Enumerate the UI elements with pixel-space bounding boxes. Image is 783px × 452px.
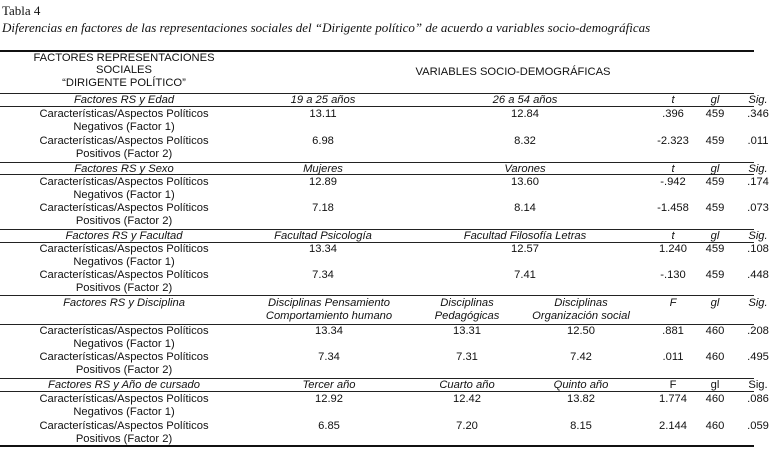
cell-value: 12.92 <box>315 393 343 405</box>
sig-header: Sig. <box>748 94 768 106</box>
row-label: Positivos (Factor 2) <box>75 148 173 160</box>
row-label: Negativos (Factor 1) <box>73 406 175 418</box>
cell-value: 7.18 <box>312 202 334 214</box>
stat-header: F <box>669 297 677 309</box>
row-label: Características/Aspectos Políticos <box>39 176 209 188</box>
cell-value: 12.89 <box>309 176 337 188</box>
table-title: Diferencias en factores de las representaciones sociales del “Dirigente político” de acuerdo a variables socio-demográficas <box>2 20 651 35</box>
cell-stat: 1.774 <box>659 393 687 405</box>
table-label: Tabla 4 <box>2 3 41 18</box>
cell-stat: .881 <box>662 325 684 337</box>
group-header: Organización social <box>532 310 630 322</box>
cell-value: 8.14 <box>514 202 536 214</box>
cell-value: 7.41 <box>514 269 536 281</box>
cell-sig: .208 <box>747 325 769 337</box>
cell-df: 459 <box>705 202 725 214</box>
row-label: Características/Aspectos Políticos <box>39 108 209 120</box>
section-rule <box>0 391 754 392</box>
cell-value: 7.34 <box>312 269 334 281</box>
cell-stat: -.942 <box>660 176 686 188</box>
group-header: Varones <box>504 163 546 175</box>
cell-df: 460 <box>705 325 725 337</box>
section-title: Factores RS y Año de cursado <box>48 379 200 391</box>
group-header: Tercer año <box>302 379 356 391</box>
stat-header: t <box>671 230 675 242</box>
header-variables: VARIABLES SOCIO-DEMOGRÁFICAS <box>415 66 611 78</box>
sig-header: Sig. <box>748 297 768 309</box>
group-header: Mujeres <box>303 163 343 175</box>
row-label: Características/Aspectos Políticos <box>39 243 209 255</box>
group-header: Disciplinas <box>440 297 494 309</box>
cell-df: 459 <box>705 176 725 188</box>
df-header: gl <box>710 297 720 309</box>
row-label: Positivos (Factor 2) <box>75 215 173 227</box>
row-label: Positivos (Factor 2) <box>75 433 173 445</box>
row-label: Negativos (Factor 1) <box>73 256 175 268</box>
row-label: Características/Aspectos Políticos <box>39 351 209 363</box>
cell-value: 7.31 <box>456 351 478 363</box>
df-header: gl <box>710 230 720 242</box>
cell-stat: 1.240 <box>659 243 687 255</box>
table-bottom-rule <box>0 445 754 447</box>
section-rule <box>0 106 754 107</box>
row-label: Negativos (Factor 1) <box>73 338 175 350</box>
group-header: 19 a 25 años <box>290 94 356 106</box>
cell-df: 460 <box>705 420 725 432</box>
cell-value: 6.98 <box>312 135 334 147</box>
group-header: Facultad Filosofía Letras <box>463 230 587 242</box>
group-header: Pedagógicas <box>434 310 500 322</box>
group-header: Disciplinas Pensamiento <box>268 297 390 309</box>
group-header: Facultad Psicología <box>274 230 372 242</box>
header-left-line3: “DIRIGENTE POLÍTICO” <box>62 77 186 89</box>
df-header: gl <box>710 379 720 391</box>
group-header: 26 a 54 años <box>492 94 558 106</box>
row-label: Características/Aspectos Políticos <box>39 202 209 214</box>
cell-value: 12.57 <box>511 243 539 255</box>
stat-header: t <box>671 163 675 175</box>
row-label: Características/Aspectos Políticos <box>39 393 209 405</box>
cell-value: 13.60 <box>511 176 539 188</box>
cell-df: 459 <box>705 269 725 281</box>
section-title: Factores RS y Sexo <box>74 163 174 175</box>
row-label: Negativos (Factor 1) <box>73 121 175 133</box>
cell-value: 13.34 <box>309 243 337 255</box>
cell-stat: -.130 <box>660 269 686 281</box>
cell-value: 7.34 <box>318 351 340 363</box>
cell-value: 13.11 <box>309 108 337 120</box>
stat-header: F <box>669 379 677 391</box>
cell-value: 6.85 <box>318 420 340 432</box>
sig-header: Sig. <box>748 379 768 391</box>
cell-sig: .174 <box>747 176 769 188</box>
stat-header: t <box>671 94 675 106</box>
cell-value: 12.42 <box>453 393 481 405</box>
section-title: Factores RS y Disciplina <box>63 297 185 309</box>
cell-sig: .011 <box>747 135 769 147</box>
row-label: Características/Aspectos Políticos <box>39 420 209 432</box>
cell-sig: .346 <box>747 108 769 120</box>
sig-header: Sig. <box>748 163 768 175</box>
cell-value: 7.20 <box>456 420 478 432</box>
group-header: Quinto año <box>553 379 609 391</box>
cell-stat: -2.323 <box>657 135 689 147</box>
cell-stat: -1.458 <box>657 202 689 214</box>
cell-stat: .396 <box>662 108 684 120</box>
cell-sig: .059 <box>747 420 769 432</box>
cell-df: 460 <box>705 351 725 363</box>
cell-value: 13.31 <box>453 325 481 337</box>
cell-stat: .011 <box>662 351 684 363</box>
cell-value: 12.84 <box>511 108 539 120</box>
row-label: Positivos (Factor 2) <box>75 282 173 294</box>
cell-df: 460 <box>705 393 725 405</box>
group-header: Disciplinas <box>554 297 608 309</box>
cell-sig: .086 <box>747 393 769 405</box>
cell-sig: .448 <box>747 269 769 281</box>
group-header: Cuarto año <box>439 379 495 391</box>
df-header: gl <box>710 163 720 175</box>
cell-value: 7.42 <box>570 351 592 363</box>
cell-stat: 2.144 <box>659 420 687 432</box>
row-label: Negativos (Factor 1) <box>73 189 175 201</box>
header-left-line1: FACTORES REPRESENTACIONES <box>33 52 215 64</box>
cell-df: 459 <box>705 108 725 120</box>
cell-sig: .073 <box>747 202 769 214</box>
cell-df: 459 <box>705 135 725 147</box>
cell-sig: .108 <box>747 243 769 255</box>
cell-value: 13.82 <box>567 393 595 405</box>
row-label: Características/Aspectos Políticos <box>39 325 209 337</box>
cell-value: 8.15 <box>570 420 592 432</box>
cell-df: 459 <box>705 243 725 255</box>
row-label: Positivos (Factor 2) <box>75 364 173 376</box>
row-label: Características/Aspectos Políticos <box>39 135 209 147</box>
section-rule <box>0 295 754 296</box>
cell-value: 13.34 <box>315 325 343 337</box>
cell-sig: .495 <box>747 351 769 363</box>
cell-value: 8.32 <box>514 135 536 147</box>
section-title: Factores RS y Facultad <box>65 230 183 242</box>
row-label: Características/Aspectos Políticos <box>39 269 209 281</box>
header-left-line2: SOCIALES <box>96 64 152 76</box>
sig-header: Sig. <box>748 230 768 242</box>
group-header: Comportamiento humano <box>265 310 393 322</box>
df-header: gl <box>710 94 720 106</box>
section-title: Factores RS y Edad <box>73 94 175 106</box>
cell-value: 12.50 <box>567 325 595 337</box>
